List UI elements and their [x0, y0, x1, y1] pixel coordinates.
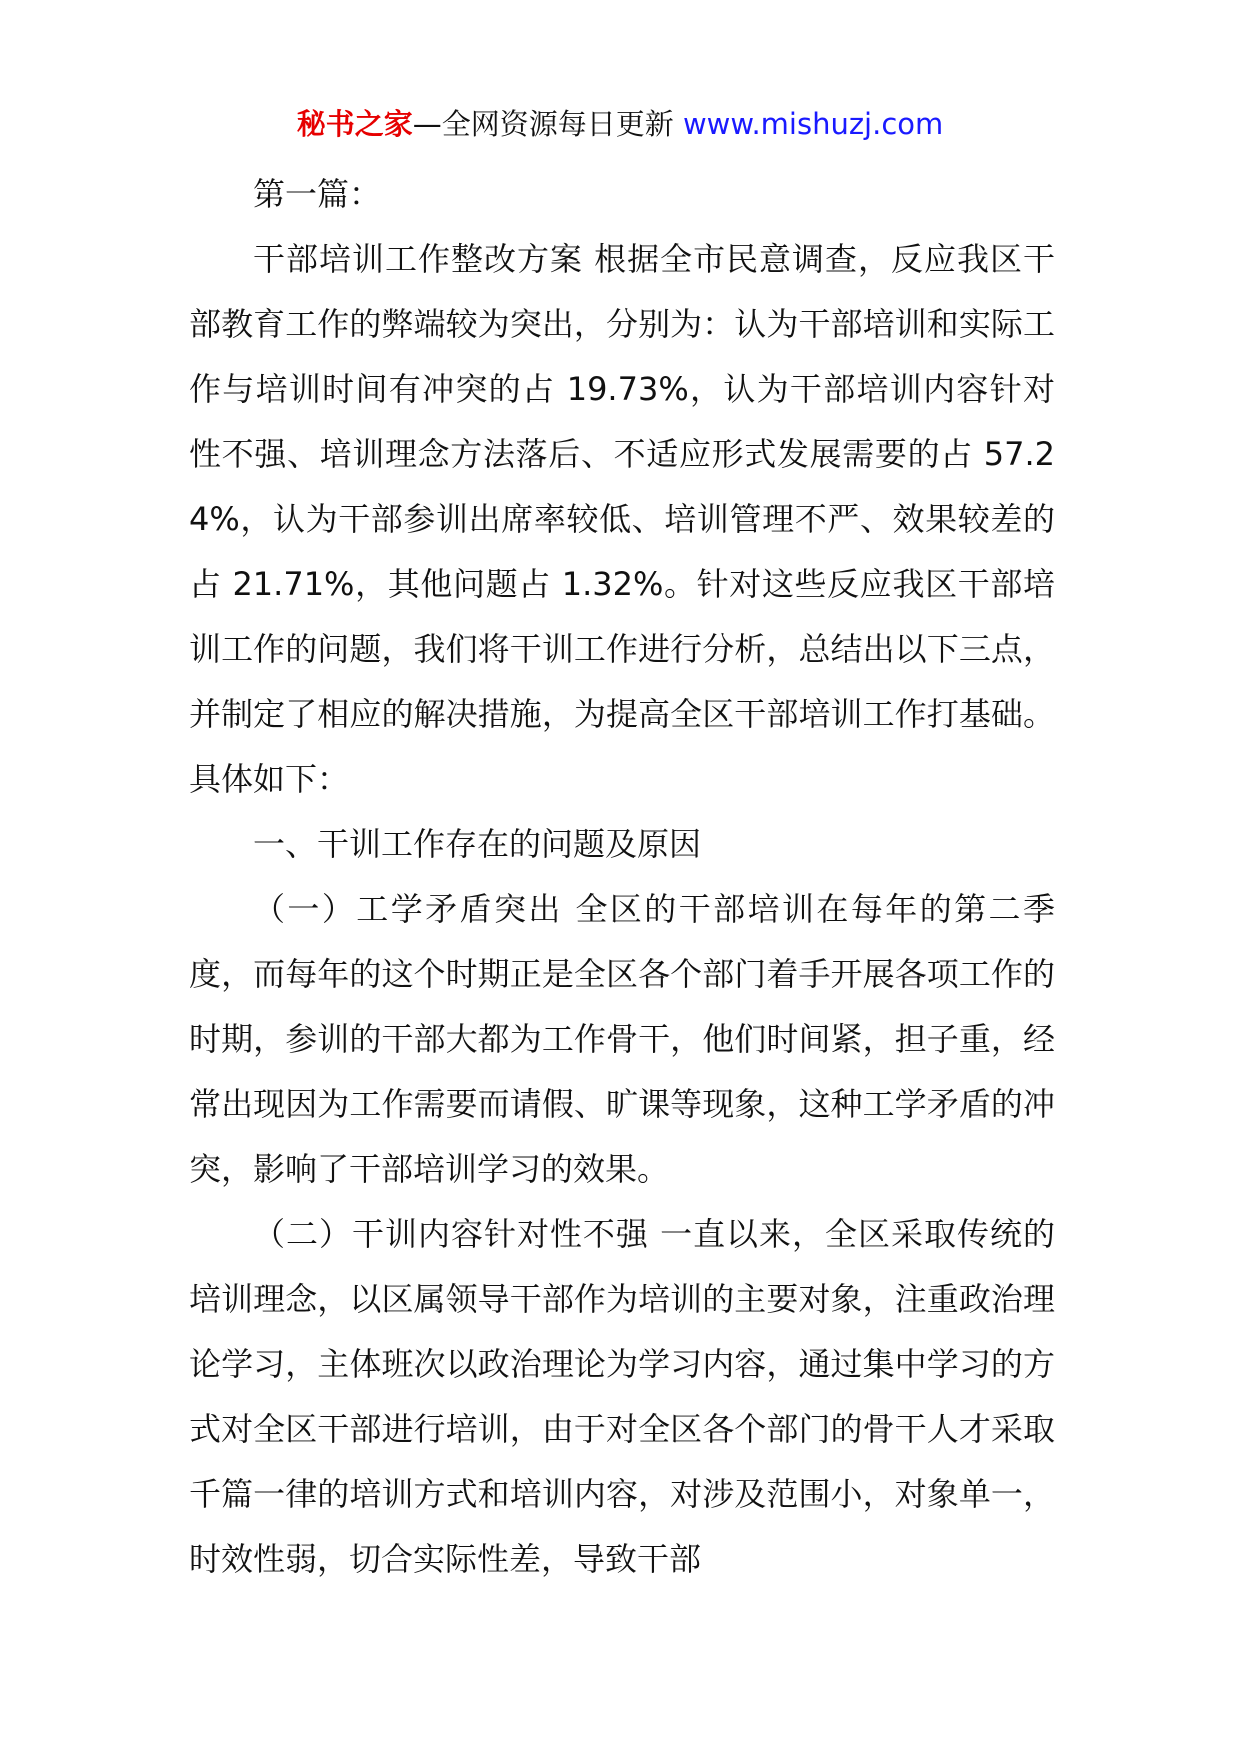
- paragraph-content-relevance: （二）干训内容针对性不强 一直以来，全区采取传统的培训理念，以区属领导干部作为培训的主要对象，注重政治理论学习，主体班次以政治理论为学习内容，通过集中学习的方式对全区干部进行培训，由于对全区各个部门的骨干人才采取千篇一律的培训方式和培训内容，对涉及范围小，对象单一，时效性弱，切合实际性差，导致干部: [189, 1215, 1055, 1578]
- section-title: 第一篇：: [253, 175, 382, 213]
- heading-problems: 一、干训工作存在的问题及原因: [253, 825, 702, 863]
- document-header: [0, 100, 1240, 148]
- document-body: [189, 162, 1055, 1592]
- site-tagline: —全网资源每日更新: [412, 107, 683, 141]
- site-url-link[interactable]: www.mishuzj.com: [682, 107, 944, 141]
- paragraph-work-study-conflict: （一）工学矛盾突出 全区的干部培训在每年的第二季度，而每年的这个时期正是全区各个部门着手开展各项工作的时期，参训的干部大都为工作骨干，他们时间紧，担子重，经常出现因为工作需要而请假、旷课等现象，这种工学矛盾的冲突，影响了干部培训学习的效果。: [189, 890, 1055, 1188]
- site-name: 秘书之家: [296, 107, 413, 141]
- paragraph-intro: 干部培训工作整改方案 根据全市民意调查，反应我区干部教育工作的弊端较为突出，分别为：认为干部培训和实际工作与培训时间有冲突的占 19.73%，认为干部培训内容针对性不强、培训理念方法落后、不适应形式发展需要的占 57.24%，认为干部参训出席率较低、培训管理不严、效果较差的占 21.71%，其他问题占 1.32%。针对这些反应我区干部培训工作的问题，我们将干训工作进行分析，总结出以下三点，并制定了相应的解决措施，为提高全区干部培训工作打基础。具体如下：: [189, 240, 1055, 798]
